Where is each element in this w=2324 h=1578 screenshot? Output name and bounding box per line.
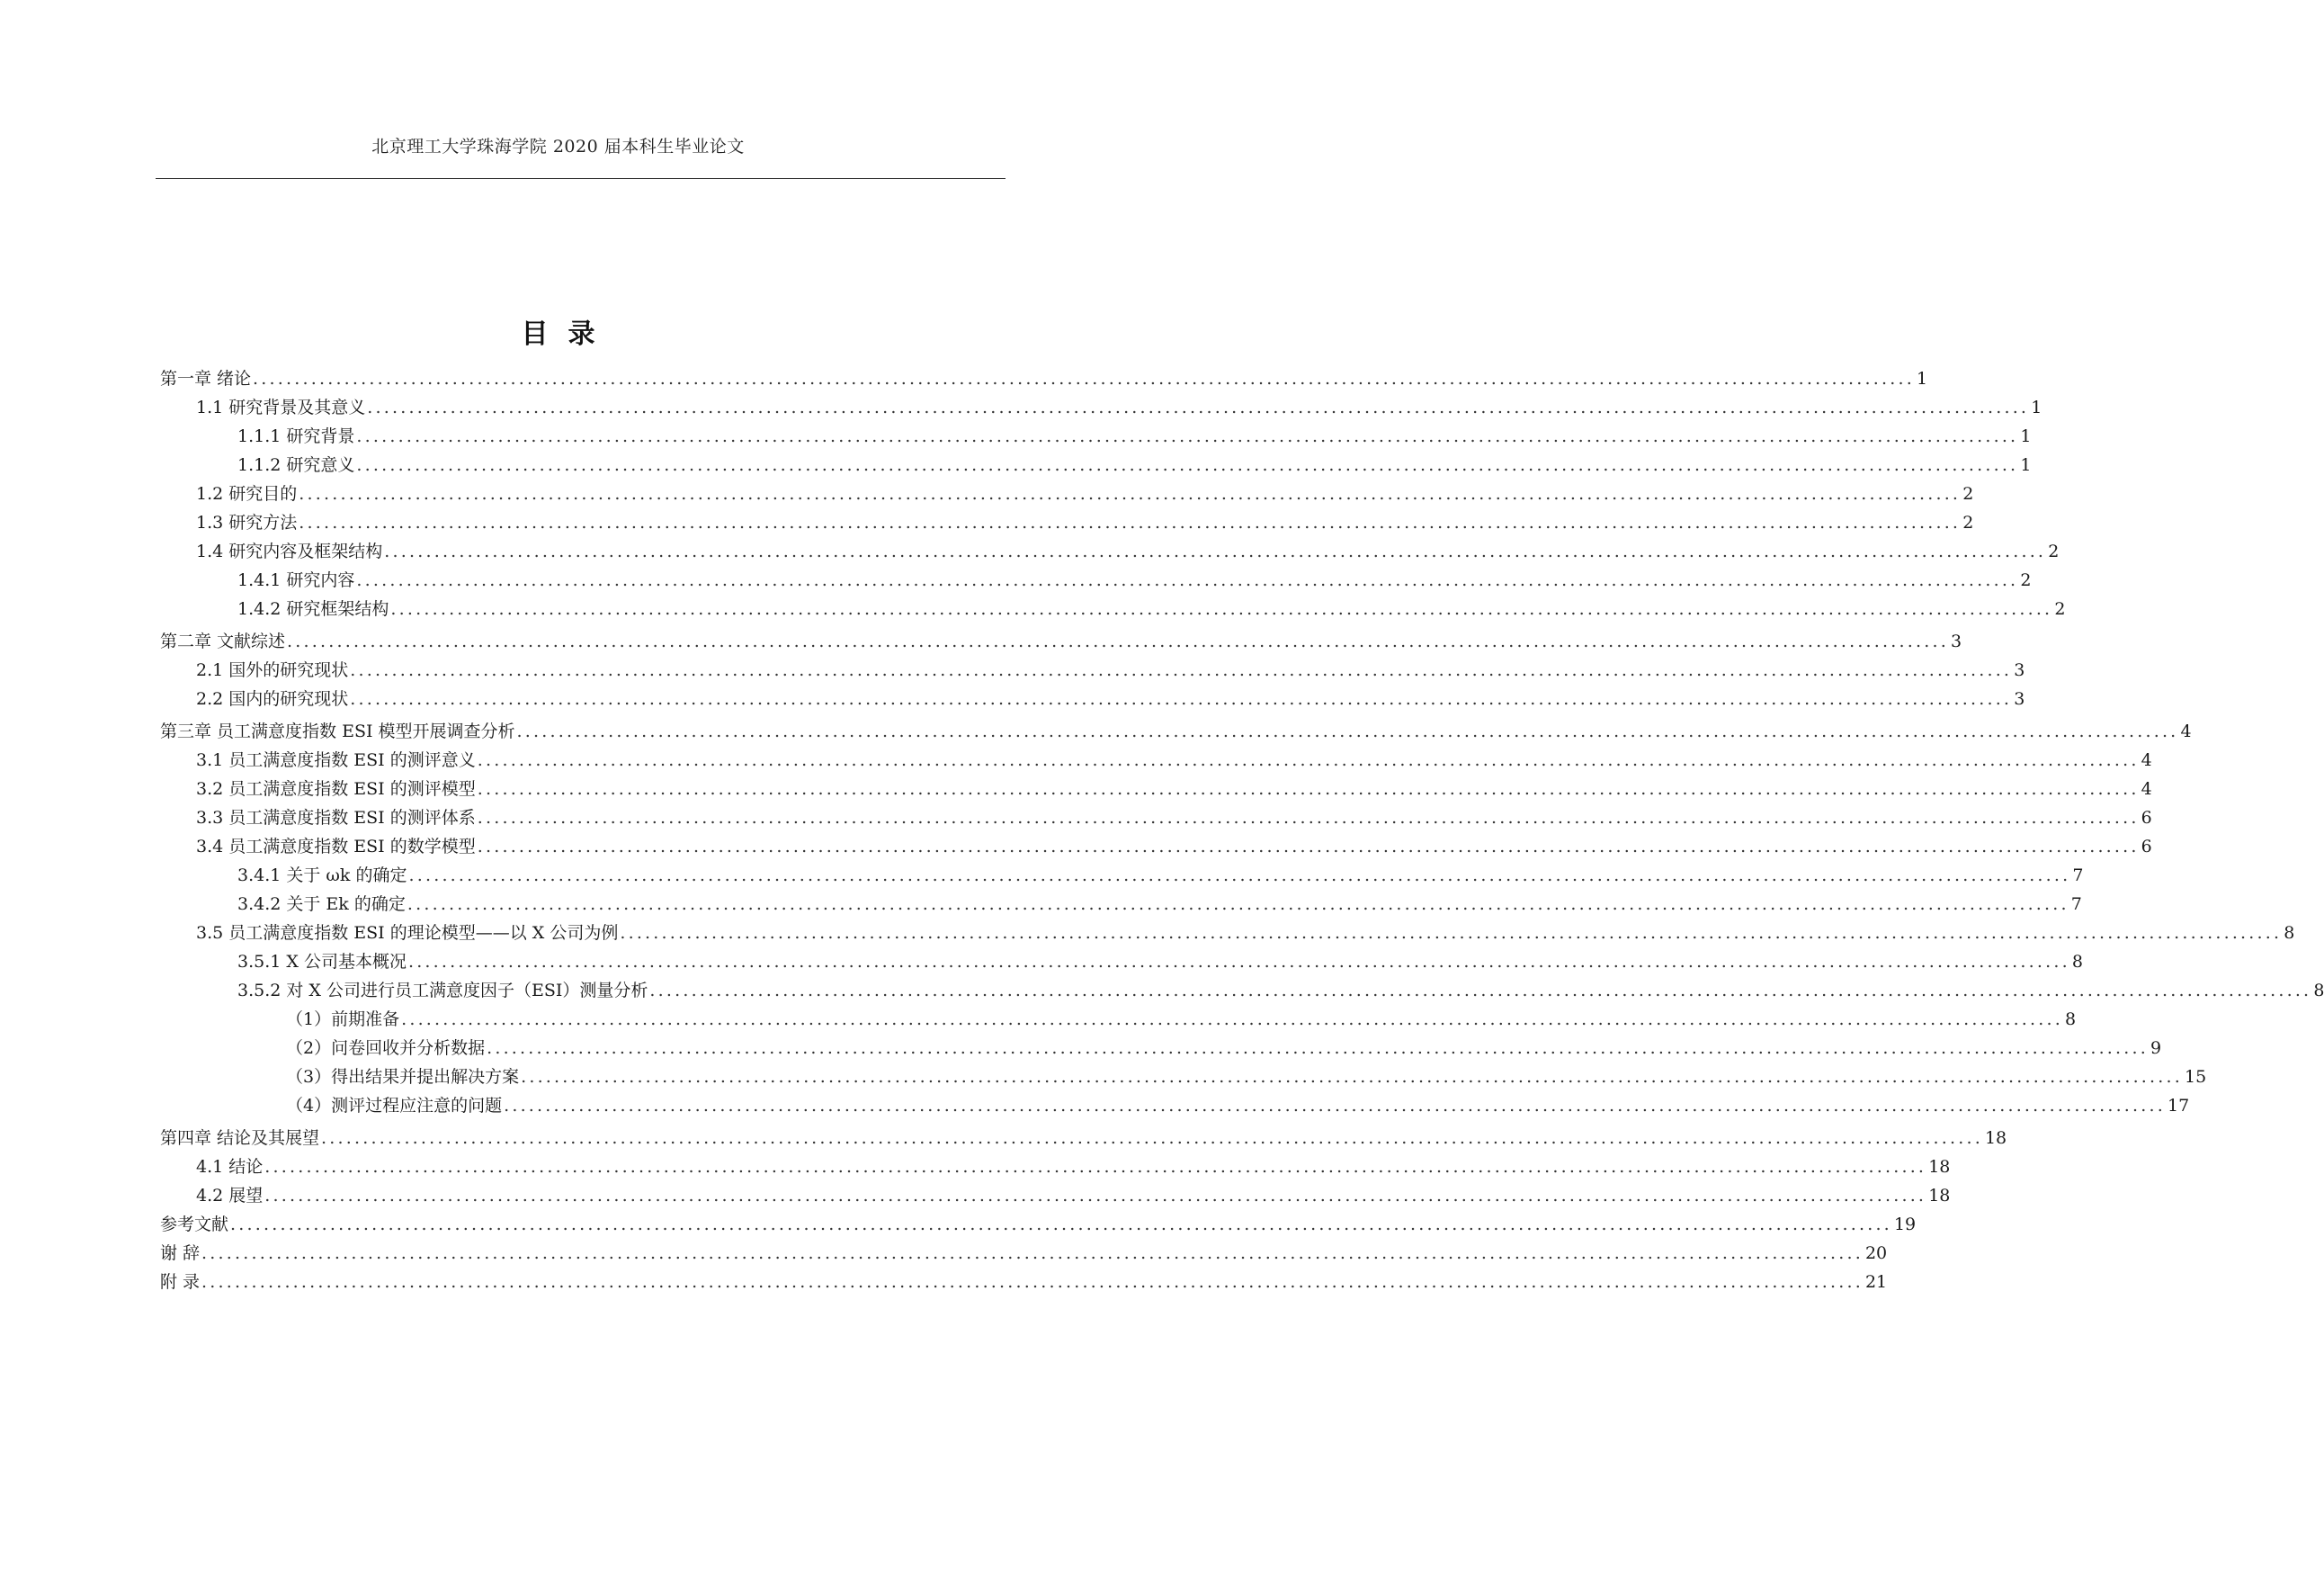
toc-dot-leader: ........................................................................................................................................................................................................ xyxy=(401,1009,2064,1029)
toc-dot-leader: ........................................................................................................................................................................................................ xyxy=(477,808,2140,828)
toc-entry-label: 第一章 绪论 xyxy=(160,369,252,389)
toc-entry[interactable] xyxy=(196,1182,1951,1209)
toc-dot-leader: ........................................................................................................................................................................................................ xyxy=(504,1096,2167,1116)
toc-entry-page-number: 7 xyxy=(2070,894,2082,914)
toc-entry-label: （4）测评过程应注意的问题 xyxy=(286,1096,503,1116)
toc-entry-label: 4.2 展望 xyxy=(196,1186,264,1206)
toc-entry-page-number: 18 xyxy=(1928,1157,1951,1177)
toc-entry[interactable] xyxy=(237,596,2066,623)
toc-dot-leader: ........................................................................................................................................................................................................ xyxy=(620,923,2283,943)
toc-dot-leader: ........................................................................................................................................................................................................ xyxy=(321,1128,1983,1148)
toc-dot-leader: ........................................................................................................................................................................................................ xyxy=(287,632,1949,651)
toc-dot-leader: ........................................................................................................................................................................................................ xyxy=(264,1186,1927,1206)
toc-dot-leader: ........................................................................................................................................................................................................ xyxy=(264,1157,1927,1177)
toc-title: 目录 xyxy=(521,318,615,350)
toc-entry-label: 3.3 员工满意度指数 ESI 的测评体系 xyxy=(196,808,476,828)
toc-entry[interactable] xyxy=(196,833,2152,860)
toc-dot-leader: ........................................................................................................................................................................................................ xyxy=(477,837,2140,856)
toc-entry-label: 1.1.1 研究背景 xyxy=(237,426,355,446)
toc-dot-leader: ........................................................................................................................................................................................................ xyxy=(521,1067,2184,1087)
toc-entry[interactable] xyxy=(237,977,2324,1004)
toc-entry-label: 3.1 员工满意度指数 ESI 的测评意义 xyxy=(196,750,476,770)
toc-entry[interactable] xyxy=(237,891,2082,918)
toc-dot-leader: ........................................................................................................................................................................................................ xyxy=(350,660,2013,680)
toc-entry-label: 4.1 结论 xyxy=(196,1157,264,1177)
toc-entry-page-number: 2 xyxy=(1962,513,1974,533)
toc-entry-page-number: 7 xyxy=(2072,865,2084,885)
page-header: 北京理工大学珠海学院 2020 届本科生毕业论文 xyxy=(371,137,745,157)
toc-entry[interactable] xyxy=(196,686,2025,713)
toc-dot-leader: ........................................................................................................................................................................................................ xyxy=(367,398,2030,417)
toc-entry[interactable] xyxy=(196,394,2042,421)
toc-entry[interactable] xyxy=(160,1240,1888,1267)
toc-entry-label: 3.5.1 X 公司基本概况 xyxy=(237,952,407,972)
toc-entry-page-number: 3 xyxy=(2014,689,2025,709)
toc-entry-page-number: 9 xyxy=(2150,1038,2162,1058)
toc-entry-label: 第三章 员工满意度指数 ESI 模型开展调查分析 xyxy=(160,722,515,741)
toc-dot-leader: ........................................................................................................................................................................................................ xyxy=(390,599,2053,619)
toc-entry[interactable] xyxy=(196,657,2025,684)
toc-entry[interactable] xyxy=(196,776,2152,802)
toc-entry-label: （2）问卷回收并分析数据 xyxy=(286,1038,486,1058)
toc-entry-page-number: 8 xyxy=(2065,1009,2077,1029)
toc-entry-page-number: 1 xyxy=(2020,426,2032,446)
toc-entry-label: 3.2 员工满意度指数 ESI 的测评模型 xyxy=(196,779,476,799)
toc-entry[interactable] xyxy=(160,718,2192,745)
toc-entry[interactable] xyxy=(160,1269,1888,1296)
toc-entry[interactable] xyxy=(237,948,2083,975)
toc-entry[interactable] xyxy=(286,1092,2190,1119)
toc-entry-page-number: 1 xyxy=(2031,398,2042,417)
toc-entry-label: （3）得出结果并提出解决方案 xyxy=(286,1067,520,1087)
toc-entry-page-number: 17 xyxy=(2168,1096,2190,1116)
toc-dot-leader: ........................................................................................................................................................................................................ xyxy=(299,513,1962,533)
toc-dot-leader: ........................................................................................................................................................................................................ xyxy=(384,542,2047,561)
toc-entry-label: 3.4 员工满意度指数 ESI 的数学模型 xyxy=(196,837,476,856)
toc-entry-label: （1）前期准备 xyxy=(286,1009,400,1029)
toc-entry-page-number: 21 xyxy=(1864,1272,1888,1292)
toc-entry-label: 1.1.2 研究意义 xyxy=(237,455,355,475)
toc-dot-leader: ........................................................................................................................................................................................................ xyxy=(356,570,2019,590)
toc-entry-page-number: 1 xyxy=(2020,455,2032,475)
toc-entry-page-number: 18 xyxy=(1928,1186,1951,1206)
toc-entry[interactable] xyxy=(160,365,1928,392)
toc-entry-label: 1.4.1 研究内容 xyxy=(237,570,355,590)
toc-entry-label: 2.1 国外的研究现状 xyxy=(196,660,349,680)
toc-entry-page-number: 3 xyxy=(2014,660,2025,680)
toc-entry[interactable] xyxy=(237,567,2032,594)
toc-entry-page-number: 20 xyxy=(1864,1243,1888,1263)
toc-entry-page-number: 15 xyxy=(2185,1067,2207,1087)
toc-entry-page-number: 4 xyxy=(2180,722,2192,741)
toc-entry-label: 1.2 研究目的 xyxy=(196,484,298,504)
toc-entry[interactable] xyxy=(286,1035,2162,1062)
toc-entry-label: 1.4.2 研究框架结构 xyxy=(237,599,389,619)
toc-entry-label: 谢 辞 xyxy=(160,1243,201,1263)
toc-entry-label: 第四章 结论及其展望 xyxy=(160,1128,320,1148)
toc-entry-page-number: 4 xyxy=(2141,750,2152,770)
toc-dot-leader: ........................................................................................................................................................................................................ xyxy=(356,426,2019,446)
toc-entry-page-number: 2 xyxy=(2020,570,2032,590)
toc-dot-leader: ........................................................................................................................................................................................................ xyxy=(201,1272,1864,1292)
toc-entry-page-number: 6 xyxy=(2141,808,2152,828)
toc-entry[interactable] xyxy=(237,423,2032,450)
toc-entry-page-number: 8 xyxy=(2071,952,2083,972)
toc-entry-page-number: 1 xyxy=(1916,369,1928,389)
toc-entry-label: 3.5.2 对 X 公司进行员工满意度因子（ESI）测量分析 xyxy=(237,981,648,1000)
toc-entry-label: 3.5 员工满意度指数 ESI 的理论模型——以 X 公司为例 xyxy=(196,923,619,943)
toc-dot-leader: ........................................................................................................................................................................................................ xyxy=(201,1243,1864,1263)
toc-entry-page-number: 8 xyxy=(2313,981,2324,1000)
toc-dot-leader: ........................................................................................................................................................................................................ xyxy=(356,455,2019,475)
toc-entry[interactable] xyxy=(196,538,2060,565)
toc-dot-leader: ........................................................................................................................................................................................................ xyxy=(649,981,2312,1000)
toc-entry-page-number: 2 xyxy=(2048,542,2060,561)
toc-entry[interactable] xyxy=(196,509,1974,536)
toc-dot-leader: ........................................................................................................................................................................................................ xyxy=(407,952,2070,972)
toc-dot-leader: ........................................................................................................................................................................................................ xyxy=(230,1215,1892,1234)
toc-dot-leader: ........................................................................................................................................................................................................ xyxy=(477,779,2140,799)
toc-entry-page-number: 4 xyxy=(2141,779,2152,799)
toc-entry-page-number: 18 xyxy=(1984,1128,2007,1148)
toc-dot-leader: ........................................................................................................................................................................................................ xyxy=(253,369,1915,389)
toc-entry[interactable] xyxy=(237,862,2084,889)
toc-dot-leader: ........................................................................................................................................................................................................ xyxy=(487,1038,2150,1058)
toc-entry-label: 参考文献 xyxy=(160,1215,229,1234)
toc-entry-page-number: 8 xyxy=(2284,923,2295,943)
toc-entry[interactable] xyxy=(286,1063,2207,1090)
toc-entry-label: 1.4 研究内容及框架结构 xyxy=(196,542,383,561)
toc-entry[interactable] xyxy=(196,919,2295,946)
toc-entry[interactable] xyxy=(160,1125,2007,1152)
toc-entry-page-number: 2 xyxy=(2054,599,2066,619)
toc-entry-page-number: 2 xyxy=(1962,484,1974,504)
toc-dot-leader: ........................................................................................................................................................................................................ xyxy=(407,894,2069,914)
toc-dot-leader: ........................................................................................................................................................................................................ xyxy=(516,722,2179,741)
toc-entry-label: 1.1 研究背景及其意义 xyxy=(196,398,366,417)
toc-entry-page-number: 19 xyxy=(1893,1215,1917,1234)
toc-entry-label: 2.2 国内的研究现状 xyxy=(196,689,349,709)
toc-entry[interactable] xyxy=(286,1006,2077,1033)
toc-entry[interactable] xyxy=(196,480,1974,507)
toc-entry-label: 3.4.1 关于 ωk 的确定 xyxy=(237,865,407,885)
toc-entry[interactable] xyxy=(196,1153,1951,1180)
header-rule xyxy=(156,178,1006,179)
toc-entry[interactable] xyxy=(160,628,1962,655)
toc-entry[interactable] xyxy=(196,747,2152,774)
toc-entry-label: 1.3 研究方法 xyxy=(196,513,298,533)
toc-dot-leader: ........................................................................................................................................................................................................ xyxy=(299,484,1962,504)
toc-entry-page-number: 6 xyxy=(2141,837,2152,856)
toc-entry-page-number: 3 xyxy=(1950,632,1962,651)
toc-entry-label: 3.4.2 关于 Ek 的确定 xyxy=(237,894,406,914)
toc-dot-leader: ........................................................................................................................................................................................................ xyxy=(408,865,2071,885)
toc-entry-label: 附 录 xyxy=(160,1272,201,1292)
toc-entry[interactable] xyxy=(196,804,2152,831)
toc-entry[interactable] xyxy=(237,452,2032,479)
toc-dot-leader: ........................................................................................................................................................................................................ xyxy=(350,689,2013,709)
toc-dot-leader: ........................................................................................................................................................................................................ xyxy=(477,750,2140,770)
toc-entry[interactable] xyxy=(160,1211,1917,1238)
toc-entry-label: 第二章 文献综述 xyxy=(160,632,286,651)
